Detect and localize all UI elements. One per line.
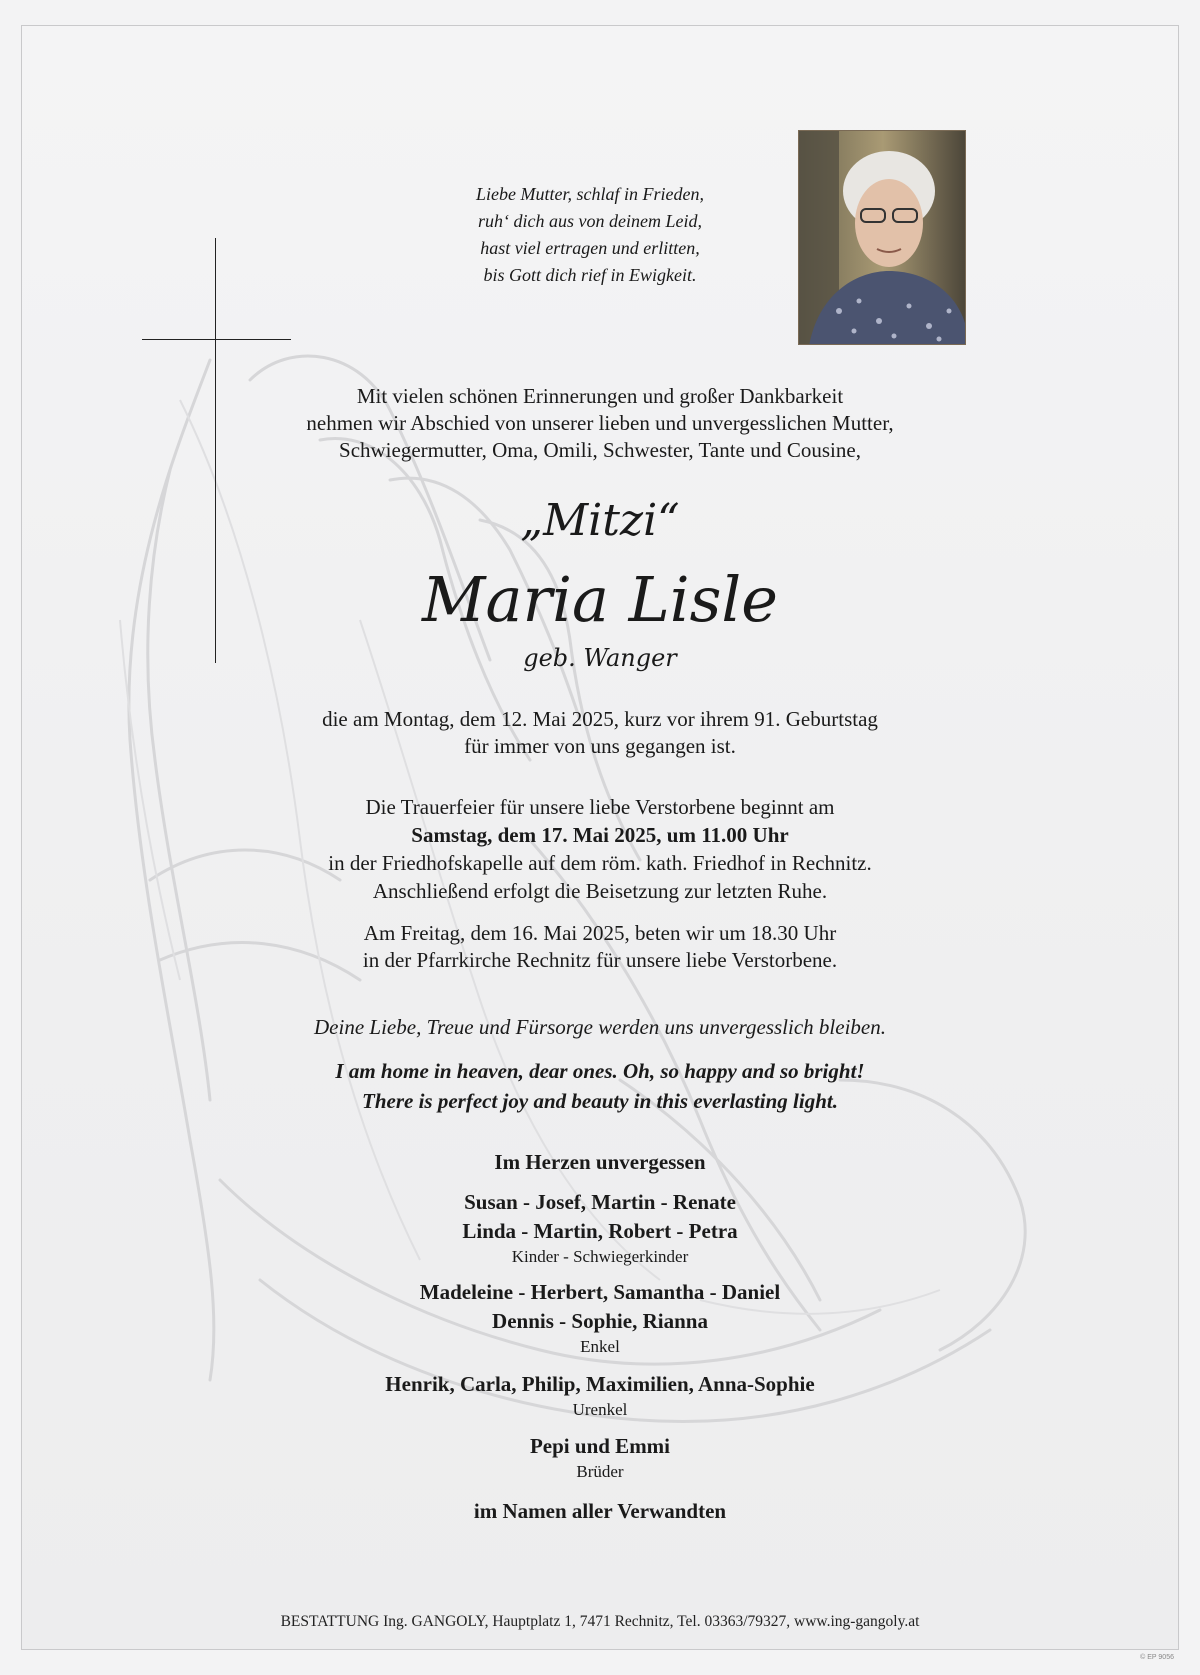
mourner-group: [0, 1278, 1200, 1358]
ceremony-datetime: Samstag, dem 17. Mai 2025, um 11.00 Uhr: [411, 823, 789, 847]
mourner-group: [0, 1370, 1200, 1421]
deceased-name: Maria Lisle: [422, 563, 778, 636]
print-code: © EP 9056: [1140, 1654, 1174, 1661]
poem: [400, 181, 780, 289]
poem-line: ruh‘ dich aus von deinem Leid,: [478, 211, 702, 231]
mourner-relation: Urenkel: [572, 1400, 628, 1419]
portrait-photo: [798, 130, 966, 345]
mourner-names: Susan - Josef, Martin - Renate: [464, 1190, 736, 1214]
mourner-group: [0, 1432, 1200, 1483]
mourner-names: Pepi und Emmi: [529, 1434, 671, 1458]
english-quote-line: There is perfect joy and beauty in this everlasting light.: [362, 1089, 838, 1113]
mourner-relation: Brüder: [576, 1462, 624, 1481]
mourner-relation: Kinder - Schwiegerkinder: [511, 1247, 689, 1266]
death-notice-line: die am Montag, dem 12. Mai 2025, kurz vor ihrem 91. Geburtstag: [322, 707, 878, 731]
ceremony-line: Anschließend erfolgt die Beisetzung zur letzten Ruhe.: [372, 879, 828, 903]
german-quote: Deine Liebe, Treue und Fürsorge werden uns unvergesslich bleiben.: [314, 1015, 886, 1039]
poem-line: hast viel ertragen und erlitten,: [480, 238, 700, 258]
prayer-line: Am Freitag, dem 16. Mai 2025, beten wir um 18.30 Uhr: [363, 921, 837, 945]
ceremony-line: in der Friedhofskapelle auf dem röm. kath. Friedhof in Rechnitz.: [328, 851, 872, 875]
ceremony-line: Die Trauerfeier für unsere liebe Verstorbene beginnt am: [365, 795, 835, 819]
prayer-notice: [0, 920, 1200, 974]
cross-horizontal-bar: [142, 339, 291, 340]
intro-line: Mit vielen schönen Erinnerungen und großer Dankbarkeit: [356, 384, 844, 408]
mourner-names: Madeleine - Herbert, Samantha - Daniel: [419, 1280, 781, 1304]
mourner-names: Henrik, Carla, Philip, Maximilien, Anna-Sophie: [385, 1372, 815, 1396]
prayer-line: in der Pfarrkirche Rechnitz für unsere liebe Verstorbene.: [362, 948, 838, 972]
funeral-ceremony: [0, 793, 1200, 905]
birth-name: geb. Wanger: [523, 644, 677, 672]
mourner-group: [0, 1188, 1200, 1268]
mourner-relation: Enkel: [580, 1337, 620, 1356]
english-quote: [0, 1056, 1200, 1116]
mourner-names: Dennis - Sophie, Rianna: [492, 1309, 708, 1333]
mourners-heading: Im Herzen unvergessen: [494, 1150, 706, 1174]
poem-line: bis Gott dich rief in Ewigkeit.: [483, 265, 697, 285]
intro-text: [0, 383, 1200, 464]
english-quote-line: I am home in heaven, dear ones. Oh, so happy and so bright!: [335, 1059, 865, 1083]
deceased-nickname: „Mitzi“: [520, 495, 680, 546]
funeral-home-footer: BESTATTUNG Ing. GANGOLY, Hauptplatz 1, 7471 Rechnitz, Tel. 03363/79327, www.ing-gangoly.at: [280, 1613, 920, 1630]
death-notice: [0, 706, 1200, 760]
poem-line: Liebe Mutter, schlaf in Frieden,: [476, 184, 704, 204]
closing-line: im Namen aller Verwandten: [473, 1499, 727, 1523]
death-notice-line: für immer von uns gegangen ist.: [464, 734, 736, 758]
intro-line: nehmen wir Abschied von unserer lieben und unvergesslichen Mutter,: [306, 411, 894, 435]
intro-line: Schwiegermutter, Oma, Omili, Schwester, Tante und Cousine,: [339, 438, 861, 462]
mourner-names: Linda - Martin, Robert - Petra: [462, 1219, 738, 1243]
